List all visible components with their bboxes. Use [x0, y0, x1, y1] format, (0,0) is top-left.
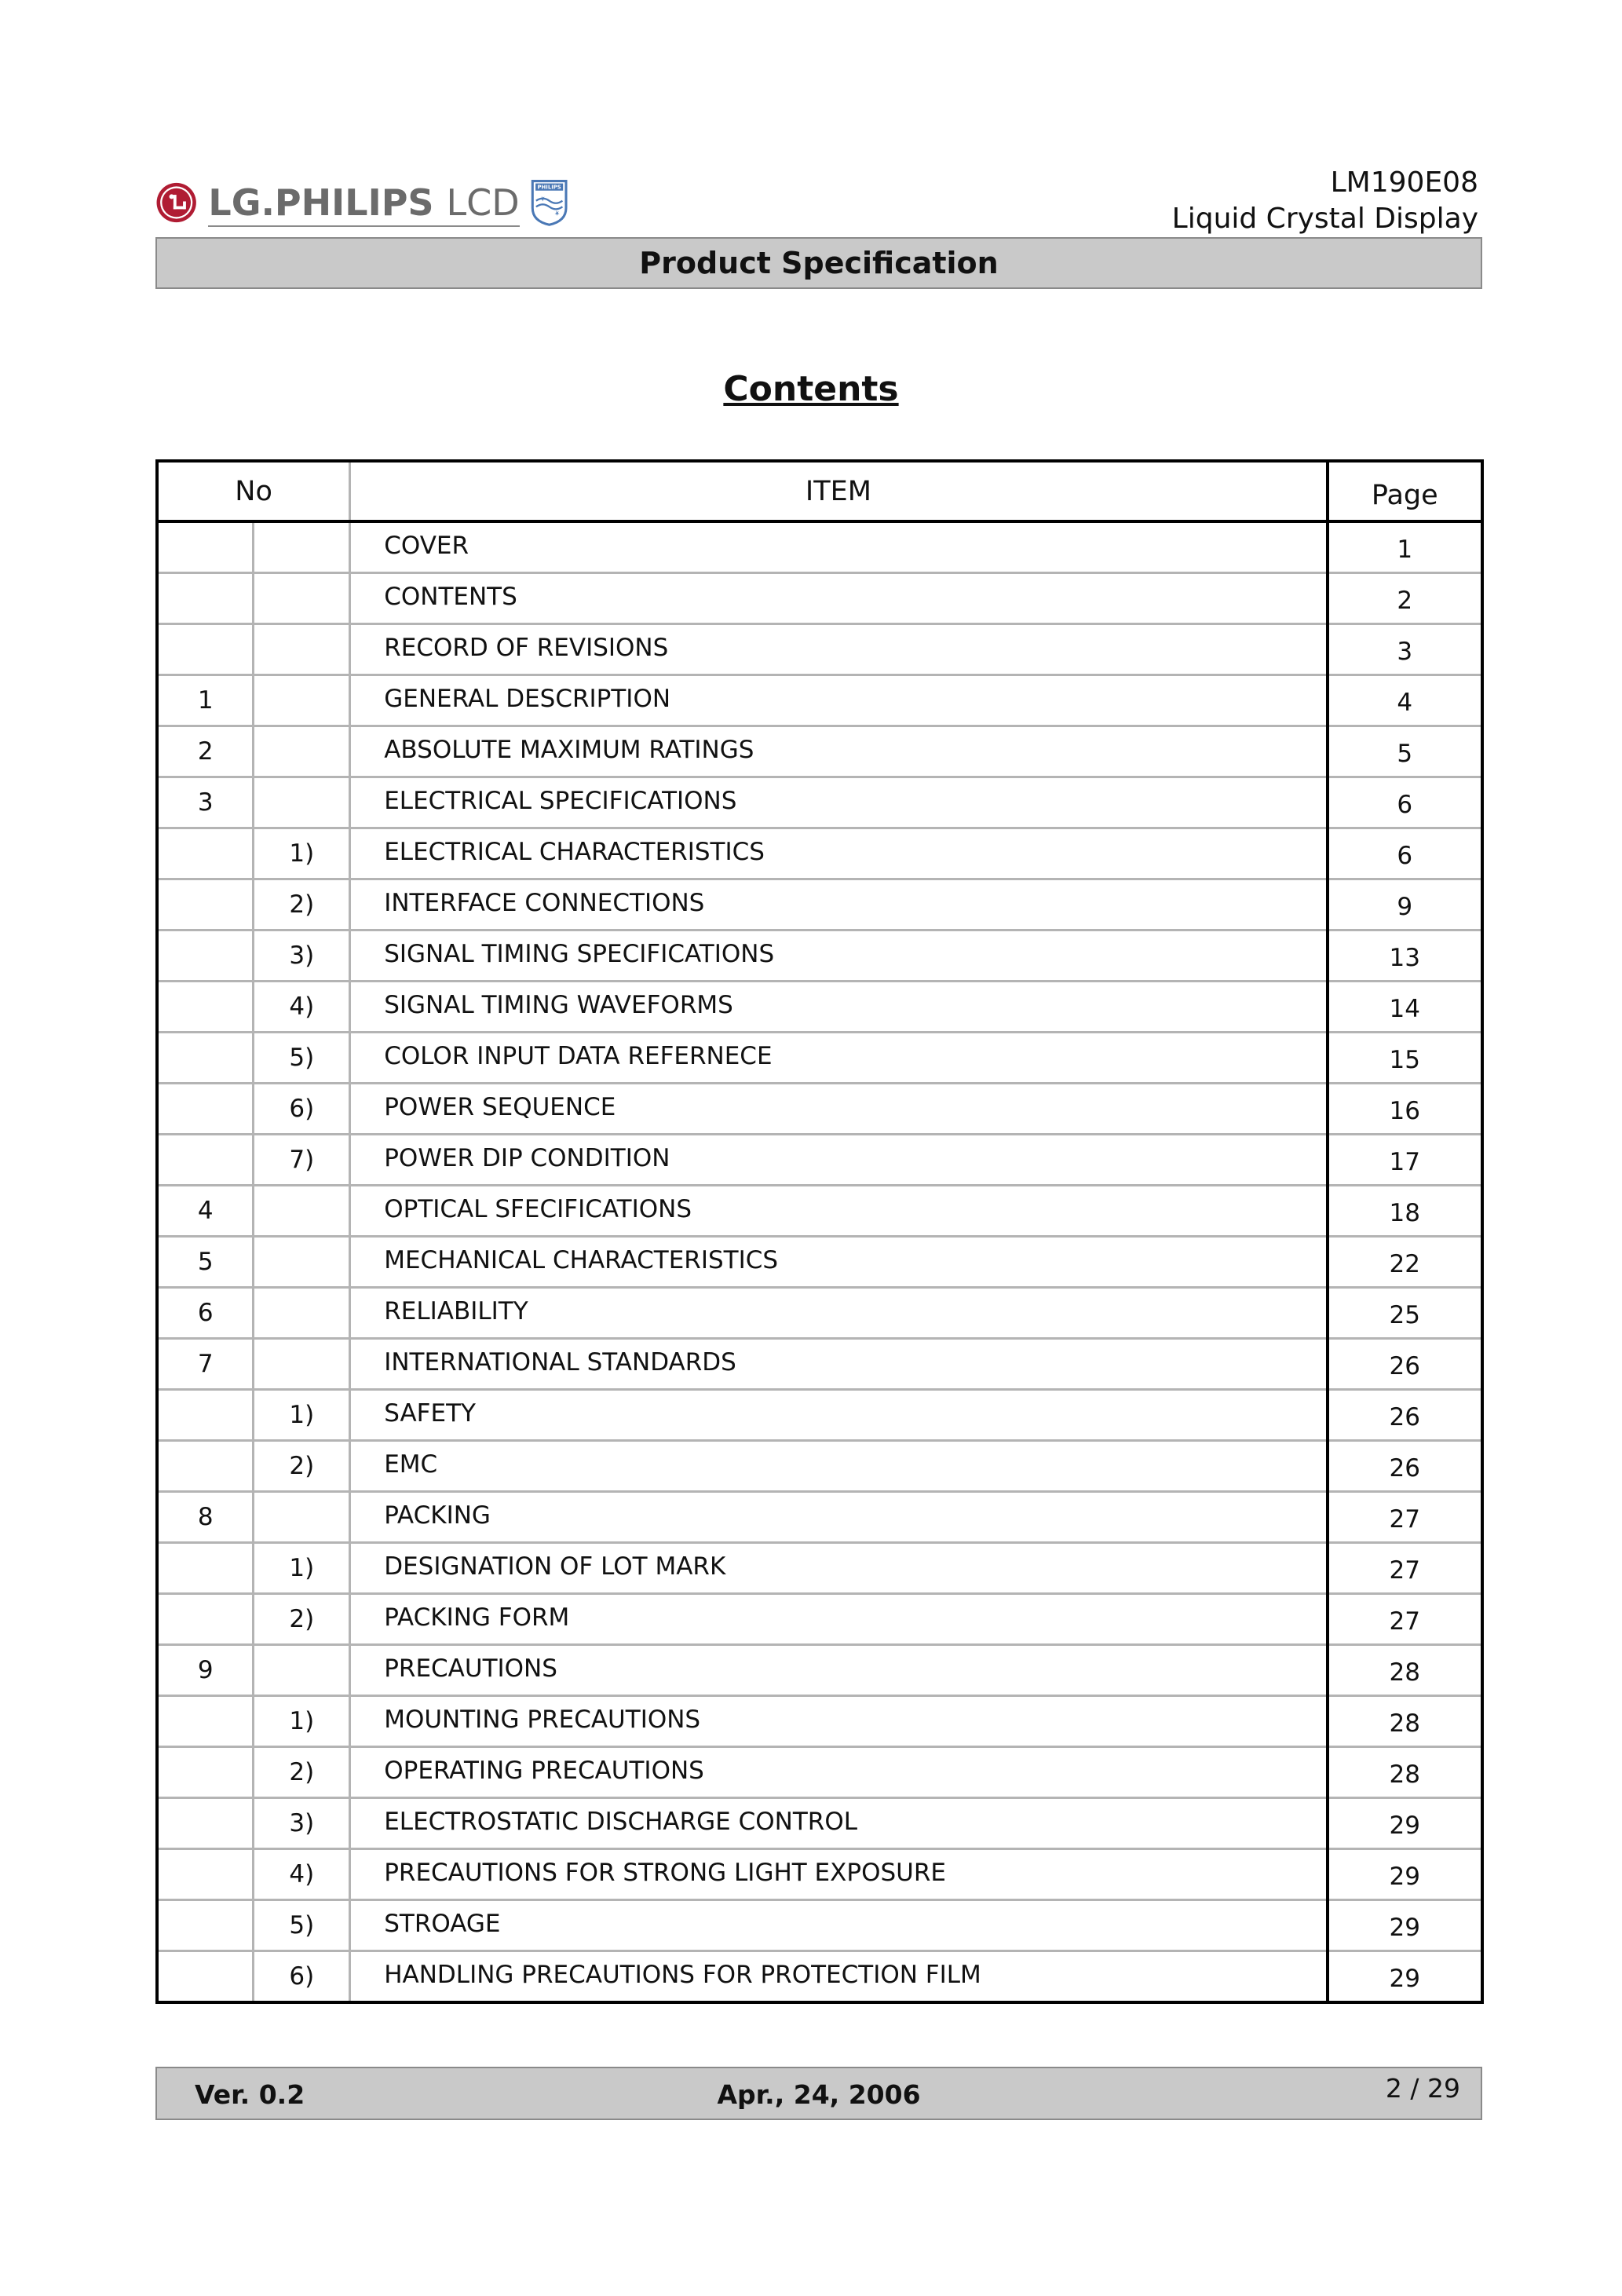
- row-section-number: 1: [157, 675, 254, 726]
- row-item-title: ELECTRICAL CHARACTERISTICS: [350, 828, 1328, 879]
- table-row: [157, 521, 1482, 573]
- row-section-number: [157, 930, 254, 982]
- table-row: [157, 1594, 1482, 1645]
- row-section-number: [157, 624, 254, 675]
- row-page-number: 18: [1328, 1186, 1482, 1237]
- table-row: [157, 1492, 1482, 1543]
- row-section-number: [157, 521, 254, 573]
- row-page-number: 16: [1328, 1084, 1482, 1135]
- row-item-title: STROAGE: [350, 1900, 1328, 1951]
- table-row: [157, 624, 1482, 675]
- row-subsection-number: [254, 1186, 350, 1237]
- table-row: [157, 879, 1482, 930]
- row-subsection-number: 1): [254, 1696, 350, 1747]
- row-item-title: PRECAUTIONS FOR STRONG LIGHT EXPOSURE: [350, 1849, 1328, 1900]
- lg-logo-icon: [155, 175, 197, 230]
- row-subsection-number: [254, 1288, 350, 1339]
- table-row: [157, 1951, 1482, 2003]
- table-row: [157, 982, 1482, 1033]
- table-row: [157, 1390, 1482, 1441]
- doc-title: Product Specification: [639, 246, 999, 280]
- row-page-number: 3: [1328, 624, 1482, 675]
- row-section-number: [157, 1849, 254, 1900]
- brand-wordmark: [208, 181, 519, 224]
- row-subsection-number: 5): [254, 1900, 350, 1951]
- row-subsection-number: [254, 573, 350, 624]
- footer-bar: [155, 2067, 1482, 2120]
- row-item-title: ELECTROSTATIC DISCHARGE CONTROL: [350, 1798, 1328, 1849]
- row-item-title: SAFETY: [350, 1390, 1328, 1441]
- doc-title-bar: [155, 237, 1482, 289]
- page-heading: Contents: [723, 369, 899, 409]
- row-subsection-number: 3): [254, 1798, 350, 1849]
- row-item-title: MOUNTING PRECAUTIONS: [350, 1696, 1328, 1747]
- row-item-title: INTERFACE CONNECTIONS: [350, 879, 1328, 930]
- table-row: [157, 1645, 1482, 1696]
- row-item-title: SIGNAL TIMING WAVEFORMS: [350, 982, 1328, 1033]
- row-section-number: 2: [157, 726, 254, 777]
- row-page-number: 5: [1328, 726, 1482, 777]
- row-page-number: 29: [1328, 1951, 1482, 2003]
- row-section-number: [157, 1696, 254, 1747]
- row-item-title: PACKING: [350, 1492, 1328, 1543]
- row-section-number: 7: [157, 1339, 254, 1390]
- row-subsection-number: 1): [254, 828, 350, 879]
- row-page-number: 1: [1328, 521, 1482, 573]
- row-section-number: [157, 1135, 254, 1186]
- row-item-title: COVER: [350, 521, 1328, 573]
- table-row: [157, 1288, 1482, 1339]
- row-section-number: [157, 1033, 254, 1084]
- row-subsection-number: [254, 624, 350, 675]
- table-row: [157, 1033, 1482, 1084]
- row-page-number: 6: [1328, 777, 1482, 828]
- row-item-title: RELIABILITY: [350, 1288, 1328, 1339]
- row-subsection-number: 4): [254, 982, 350, 1033]
- row-page-number: 28: [1328, 1747, 1482, 1798]
- row-item-title: OPERATING PRECAUTIONS: [350, 1747, 1328, 1798]
- row-subsection-number: [254, 1645, 350, 1696]
- row-page-number: 29: [1328, 1798, 1482, 1849]
- row-section-number: [157, 1084, 254, 1135]
- row-section-number: [157, 1798, 254, 1849]
- row-section-number: [157, 1951, 254, 2003]
- row-subsection-number: [254, 1237, 350, 1288]
- row-subsection-number: 2): [254, 1594, 350, 1645]
- row-item-title: EMC: [350, 1441, 1328, 1492]
- table-row: [157, 675, 1482, 726]
- row-item-title: PACKING FORM: [350, 1594, 1328, 1645]
- footer-date: Apr., 24, 2006: [717, 2079, 921, 2110]
- table-row: [157, 1900, 1482, 1951]
- row-page-number: 26: [1328, 1339, 1482, 1390]
- row-page-number: 26: [1328, 1390, 1482, 1441]
- row-page-number: 2: [1328, 573, 1482, 624]
- row-page-number: 26: [1328, 1441, 1482, 1492]
- table-row: [157, 777, 1482, 828]
- row-item-title: MECHANICAL CHARACTERISTICS: [350, 1237, 1328, 1288]
- philips-shield-icon: [531, 172, 568, 233]
- row-item-title: POWER DIP CONDITION: [350, 1135, 1328, 1186]
- row-item-title: PRECAUTIONS: [350, 1645, 1328, 1696]
- table-row: [157, 1849, 1482, 1900]
- row-subsection-number: 4): [254, 1849, 350, 1900]
- row-item-title: RECORD OF REVISIONS: [350, 624, 1328, 675]
- brand-main: LG.PHILIPS: [208, 181, 434, 224]
- row-page-number: 28: [1328, 1696, 1482, 1747]
- row-section-number: [157, 1390, 254, 1441]
- footer-page-number: 2 / 29: [1385, 2073, 1460, 2104]
- footer-version: Ver. 0.2: [195, 2079, 305, 2110]
- row-item-title: HANDLING PRECAUTIONS FOR PROTECTION FILM: [350, 1951, 1328, 2003]
- row-item-title: DESIGNATION OF LOT MARK: [350, 1543, 1328, 1594]
- row-page-number: 17: [1328, 1135, 1482, 1186]
- row-section-number: [157, 573, 254, 624]
- table-row: [157, 726, 1482, 777]
- row-section-number: [157, 1747, 254, 1798]
- header-no: No: [157, 461, 350, 521]
- row-item-title: ELECTRICAL SPECIFICATIONS: [350, 777, 1328, 828]
- table-row: [157, 828, 1482, 879]
- row-subsection-number: 2): [254, 1747, 350, 1798]
- row-item-title: ABSOLUTE MAXIMUM RATINGS: [350, 726, 1328, 777]
- row-section-number: [157, 1594, 254, 1645]
- row-page-number: 14: [1328, 982, 1482, 1033]
- row-subsection-number: 6): [254, 1084, 350, 1135]
- table-row: [157, 1084, 1482, 1135]
- philips-logo-text: PHILIPS: [537, 184, 561, 191]
- table-row: [157, 1747, 1482, 1798]
- row-page-number: 25: [1328, 1288, 1482, 1339]
- row-subsection-number: [254, 1492, 350, 1543]
- company-logo: [155, 171, 568, 234]
- row-subsection-number: 2): [254, 879, 350, 930]
- row-section-number: 9: [157, 1645, 254, 1696]
- row-section-number: [157, 828, 254, 879]
- table-row: [157, 1543, 1482, 1594]
- row-section-number: 4: [157, 1186, 254, 1237]
- header-page: Page: [1328, 461, 1482, 521]
- row-subsection-number: [254, 1339, 350, 1390]
- brand-underline: [208, 225, 519, 227]
- row-section-number: [157, 1543, 254, 1594]
- row-page-number: 6: [1328, 828, 1482, 879]
- row-item-title: GENERAL DESCRIPTION: [350, 675, 1328, 726]
- row-item-title: POWER SEQUENCE: [350, 1084, 1328, 1135]
- row-subsection-number: [254, 777, 350, 828]
- row-subsection-number: 6): [254, 1951, 350, 2003]
- row-subsection-number: [254, 726, 350, 777]
- row-subsection-number: 3): [254, 930, 350, 982]
- brand-suffix: LCD: [446, 181, 520, 224]
- table-row: [157, 1186, 1482, 1237]
- row-section-number: [157, 982, 254, 1033]
- row-item-title: OPTICAL SFECIFICATIONS: [350, 1186, 1328, 1237]
- row-section-number: 8: [157, 1492, 254, 1543]
- row-section-number: 6: [157, 1288, 254, 1339]
- row-page-number: 4: [1328, 675, 1482, 726]
- table-row: [157, 1135, 1482, 1186]
- row-page-number: 29: [1328, 1900, 1482, 1951]
- model-info: [1172, 165, 1478, 237]
- row-item-title: SIGNAL TIMING SPECIFICATIONS: [350, 930, 1328, 982]
- contents-table: [155, 459, 1484, 2004]
- row-subsection-number: 7): [254, 1135, 350, 1186]
- table-row: [157, 1441, 1482, 1492]
- row-subsection-number: [254, 675, 350, 726]
- table-row: [157, 1237, 1482, 1288]
- row-subsection-number: 5): [254, 1033, 350, 1084]
- row-item-title: CONTENTS: [350, 573, 1328, 624]
- table-header-row: [157, 461, 1482, 521]
- row-item-title: COLOR INPUT DATA REFERNECE: [350, 1033, 1328, 1084]
- header-item: ITEM: [350, 461, 1328, 521]
- row-section-number: 3: [157, 777, 254, 828]
- table-row: [157, 1696, 1482, 1747]
- row-page-number: 13: [1328, 930, 1482, 982]
- row-subsection-number: 1): [254, 1390, 350, 1441]
- table-row: [157, 930, 1482, 982]
- row-section-number: [157, 879, 254, 930]
- row-page-number: 22: [1328, 1237, 1482, 1288]
- row-section-number: [157, 1900, 254, 1951]
- row-section-number: [157, 1441, 254, 1492]
- model-number: LM190E08: [1330, 166, 1478, 199]
- product-type: Liquid Crystal Display: [1171, 203, 1478, 235]
- row-page-number: 15: [1328, 1033, 1482, 1084]
- row-page-number: 27: [1328, 1492, 1482, 1543]
- row-subsection-number: 1): [254, 1543, 350, 1594]
- table-body: [157, 521, 1482, 2002]
- table-row: [157, 1798, 1482, 1849]
- row-subsection-number: [254, 521, 350, 573]
- table-row: [157, 573, 1482, 624]
- row-page-number: 27: [1328, 1543, 1482, 1594]
- row-section-number: 5: [157, 1237, 254, 1288]
- row-item-title: INTERNATIONAL STANDARDS: [350, 1339, 1328, 1390]
- row-subsection-number: 2): [254, 1441, 350, 1492]
- table-row: [157, 1339, 1482, 1390]
- row-page-number: 28: [1328, 1645, 1482, 1696]
- row-page-number: 9: [1328, 879, 1482, 930]
- row-page-number: 29: [1328, 1849, 1482, 1900]
- row-page-number: 27: [1328, 1594, 1482, 1645]
